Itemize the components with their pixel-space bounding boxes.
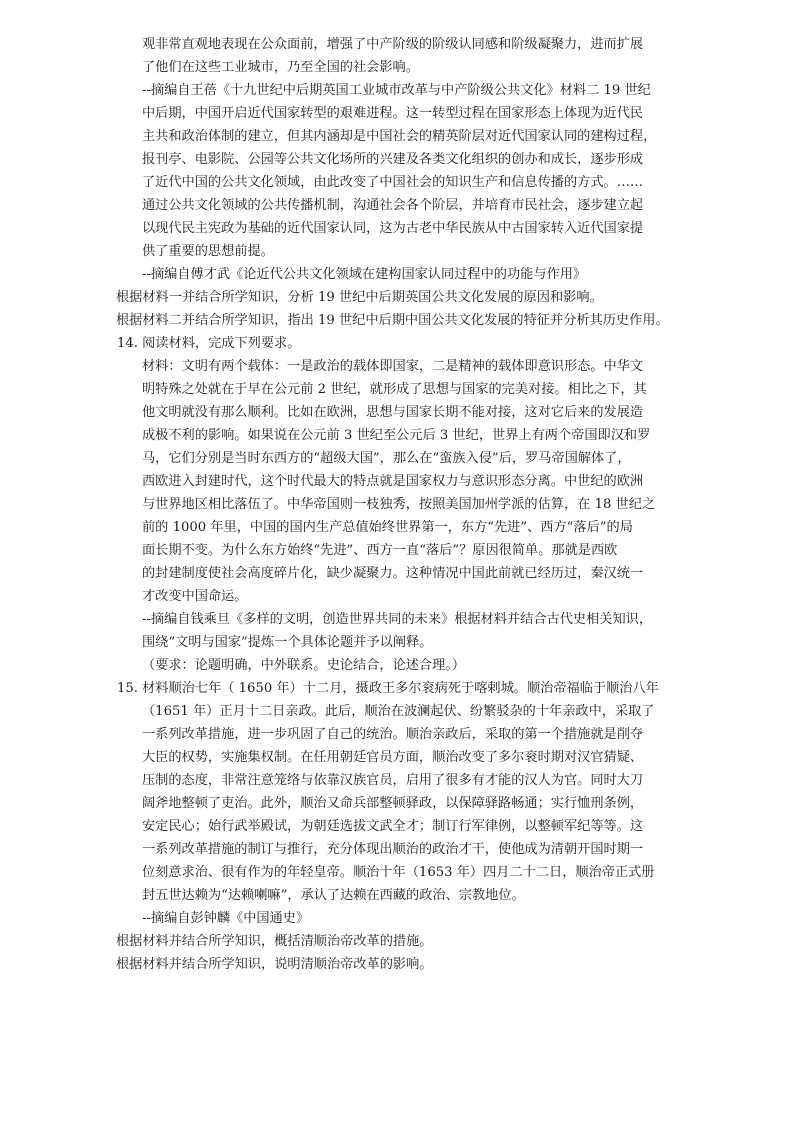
text-line: 面长期不变。为什么东方始终“先进”、西方一直“落后”？原因很简单。那就是西欧 <box>142 543 618 558</box>
text-line: 主共和政治体制的建立，但其内涵却是中国社会的精英阶层对近代国家认同的建构过程， <box>142 129 657 144</box>
question-prompt: 根据材料一并结合所学知识，分析 19 世纪中后期英国公共文化发展的原因和影响。 <box>116 290 603 305</box>
text-line: 一系列改革措施，进一步巩固了自己的统治。顺治亲政后，采取的第一个措施就是削夺 <box>142 727 644 742</box>
text-line: 围绕“文明与国家”提炼一个具体论题并予以阐释。 <box>142 635 433 650</box>
text-line: 西欧进入封建时代，这个时代最大的特点就是国家权力与意识形态分离。中世纪的欧洲 <box>142 474 644 489</box>
text-line: 位刻意求治、很有作为的年轻皇帝。顺治十年（1653 年）四月二十二日，顺治帝正式册 <box>142 865 655 880</box>
source-citation: --摘编自钱乘旦《多样的文明，创造世界共同的未来》根据材料并结合古代史相关知识， <box>142 612 653 627</box>
text-line: 了近代中国的公共文化领域，由此改变了中国社会的知识生产和信息传播的方式。…… <box>142 175 644 190</box>
text-line: 观非常直观地表现在公众面前，增强了中产阶级的阶级认同感和阶级凝聚力，进而扩展 <box>142 37 644 52</box>
source-citation: --摘编自王蓓《十九世纪中后期英国工业城市改革与中产阶级公共文化》材料二 19 世纪 <box>142 83 651 98</box>
text-line: 的封建制度使社会高度碎片化，缺少凝聚力。这种情况中国此前就已经历过，秦汉统一 <box>142 566 644 581</box>
text-line: 一系列改革措施的制订与推行，充分体现出顺治的政治才干，使他成为清朝开国时期一 <box>142 842 644 857</box>
text-line: 通过公共文化领域的公共传播机制，沟通社会各个阶层，并培育市民社会，逐步建立起 <box>142 198 644 213</box>
question-prompt: 根据材料二并结合所学知识，指出 19 世纪中后期中国公共文化发展的特征并分析其历史作用。 <box>116 313 669 328</box>
question-heading: 14. 阅读材料，完成下列要求。 <box>117 336 301 351</box>
text-line: 大臣的权势，实施集权制。在任用朝廷官员方面，顺治改变了多尔衮时期对汉官猜疑、 <box>142 750 644 765</box>
requirement-note: （要求：论题明确，中外联系。史论结合，论述合理。） <box>142 658 466 673</box>
text-line: 阔斧地整顿了吏治。此外，顺治又命兵部整顿驿政，以保障驿路畅通；实行恤刑条例， <box>142 796 644 811</box>
text-line: 供了重要的思想前提。 <box>142 244 274 259</box>
text-line: 封五世达赖为“达赖喇嘛”，承认了达赖在西藏的政治、宗教地位。 <box>142 888 525 903</box>
question-prompt: 根据材料并结合所学知识，概括清顺治帝改革的措施。 <box>116 934 433 949</box>
text-line: 他文明就没有那么顺利。比如在欧洲，思想与国家长期不能对接，这对它后来的发展造 <box>142 405 644 420</box>
text-line: 以现代民主宪政为基础的近代国家认同，这为古老中华民族从中古国家转入近代国家提 <box>142 221 644 236</box>
question-heading: 15. 材料顺治七年（ 1650 年）十二月，摄政王多尔衮病死于喀剌城。顺治帝福临于顺治八年 <box>117 681 659 696</box>
question-prompt: 根据材料并结合所学知识，说明清顺治帝改革的影响。 <box>116 957 433 972</box>
text-line: 成极不利的影响。如果说在公元前 3 世纪至公元后 3 世纪，世界上有两个帝国即汉和罗 <box>142 428 651 443</box>
text-line: 了他们在这些工业城市，乃至全国的社会影响。 <box>142 60 419 75</box>
text-line: 报刊亭、电影院、公园等公共文化场所的兴建及各类文化组织的创办和成长，逐步形成 <box>142 152 644 167</box>
text-line: 前的 1000 年里，中国的国内生产总值始终世界第一，东方“先进”、西方“落后”的局 <box>142 520 633 535</box>
text-line: 与世界地区相比落伍了。中华帝国则一枝独秀，按照美国加州学派的估算，在 18 世纪之 <box>142 497 656 512</box>
text-line: 安定民心；始行武举殿试，为朝廷选拔文武全才；制订行军律例，以整顿军纪等等。这 <box>142 819 644 834</box>
text-line: 明特殊之处就在于早在公元前 2 世纪，就形成了思想与国家的完美对接。相比之下，其 <box>142 382 647 397</box>
text-line: 才改变中国命运。 <box>142 589 248 604</box>
text-line: 马，它们分别是当时东西方的“超级大国”，那么在“蛮族入侵”后，罗马帝国解体了， <box>142 451 631 466</box>
text-line: 中后期，中国开启近代国家转型的艰难进程。这一转型过程在国家形态上体现为近代民 <box>142 106 644 121</box>
source-citation: --摘编自彭钟麟《中国通史》 <box>142 911 310 926</box>
text-line: 压制的态度，非常注意笼络与依靠汉族官员，启用了很多有才能的汉人为官。同时大刀 <box>142 773 644 788</box>
text-line: 材料：文明有两个载体：一是政治的载体即国家，二是精神的载体即意识形态。中华文 <box>142 359 644 374</box>
source-citation: --摘编自傅才武《论近代公共文化领域在建构国家认同过程中的功能与作用》 <box>142 267 587 282</box>
text-line: （1651 年）正月十二日亲政。此后，顺治在波澜起伏、纷繁驳杂的十年亲政中，采取了 <box>142 704 655 719</box>
